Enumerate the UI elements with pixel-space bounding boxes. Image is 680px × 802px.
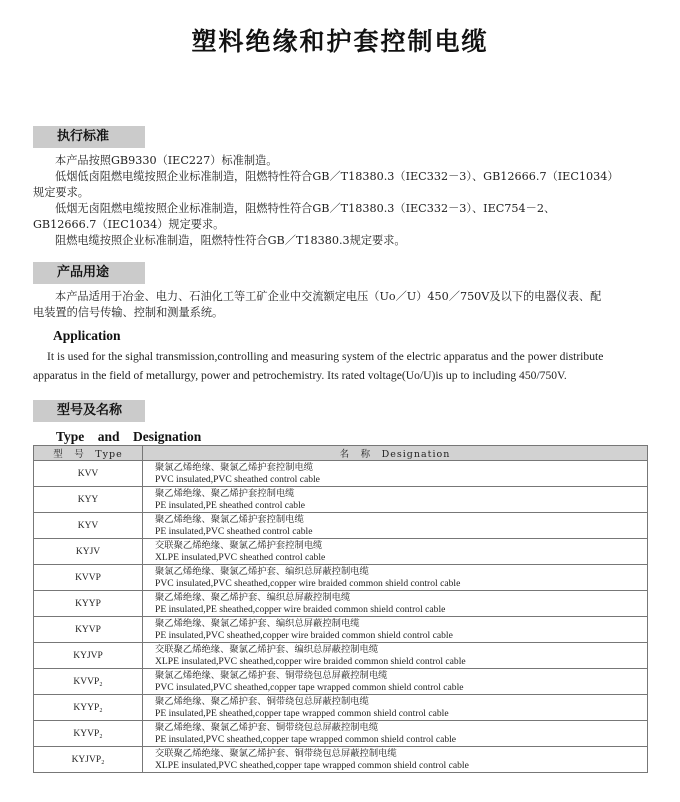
header-model: 型 号 Type <box>34 446 143 461</box>
designation-cn: 交联聚乙烯绝缘、聚氯乙烯护套控制电缆 <box>155 539 323 551</box>
designation-en: PE insulated,PE sheathed,copper wire braided common shield control cable <box>155 603 446 615</box>
usage-line: 电装置的信号传输、控制和测量系统。 <box>33 306 224 319</box>
designation-cn: 聚乙烯绝缘、聚氯乙烯护套、铜带绕包总屏蔽控制电缆 <box>155 721 379 733</box>
designation-cell <box>143 695 648 721</box>
designation-cell <box>143 617 648 643</box>
designation-cn: 聚乙烯绝缘、聚乙烯护套、编织总屏蔽控制电缆 <box>155 591 351 603</box>
application-heading: Application <box>53 328 121 343</box>
model-code: KYYP <box>34 591 143 617</box>
section-heading-usage: 产品用途 <box>33 262 145 284</box>
model-code: KYJVP₂ <box>34 747 143 773</box>
table-row <box>34 643 648 669</box>
designation-cell <box>143 565 648 591</box>
designation-cell <box>143 591 648 617</box>
page-title: 塑料绝缘和护套控制电缆 <box>191 27 489 56</box>
model-code: KVV <box>34 461 143 487</box>
standard-line: 规定要求。 <box>33 186 89 199</box>
designation-cell <box>143 669 648 695</box>
designation-en: XLPE insulated,PVC sheathed,copper wire braided common shield control cable <box>155 655 466 667</box>
designation-cn: 聚氯乙烯绝缘、聚氯乙烯护套、编织总屏蔽控制电缆 <box>155 565 369 577</box>
designation-cn: 聚乙烯绝缘、聚乙烯护套控制电缆 <box>155 487 295 499</box>
model-code: KYVP₂ <box>34 721 143 747</box>
designation-cn: 交联聚乙烯绝缘、聚氯乙烯护套、编织总屏蔽控制电缆 <box>155 643 379 655</box>
standard-line: 阻燃电缆按照企业标准制造，阻燃特性符合GB／T18380.3规定要求。 <box>55 234 406 247</box>
designation-en: XLPE insulated,PVC sheathed control cable <box>155 551 326 563</box>
application-line: apparatus in the field of metallurgy, power and petrochemistry. Its rated voltage(Uo/U)is up to including 450/750V. <box>33 369 567 382</box>
table-row <box>34 513 648 539</box>
header-designation: 名 称 Designation <box>143 446 648 461</box>
usage-text <box>33 289 653 321</box>
designation-cn: 聚氯乙烯绝缘、聚氯乙烯护套、铜带绕包总屏蔽控制电缆 <box>155 669 388 681</box>
designation-cn: 聚乙烯绝缘、聚氯乙烯护套控制电缆 <box>155 513 304 525</box>
designation-en: PE insulated,PVC sheathed,copper tape wrapped common shield control cable <box>155 733 457 745</box>
designation-cn: 聚乙烯绝缘、聚乙烯护套、铜带绕包总屏蔽控制电缆 <box>155 695 369 707</box>
standard-line: 低烟无卤阻燃电缆按照企业标准制造，阻燃特性符合GB／T18380.3（IEC332－3）、IEC754－2、 <box>55 202 556 215</box>
designation-cn: 聚氯乙烯绝缘、聚氯乙烯护套控制电缆 <box>155 461 314 473</box>
table-row <box>34 591 648 617</box>
models-subheading: Type and Designation <box>56 429 202 444</box>
designation-en: PE insulated,PE sheathed,copper tape wrapped common shield control cable <box>155 707 449 719</box>
standard-line: GB12666.7（IEC1034）规定要求。 <box>33 218 225 231</box>
table-row <box>34 617 648 643</box>
designation-cn: 聚乙烯绝缘、聚氯乙烯护套、编织总屏蔽控制电缆 <box>155 617 360 629</box>
designation-en: PVC insulated,PVC sheathed,copper tape wrapped common shield control cable <box>155 681 464 693</box>
model-code: KYJV <box>34 539 143 565</box>
designation-cell <box>143 487 648 513</box>
designation-cn: 交联聚乙烯绝缘、聚氯乙烯护套、铜带绕包总屏蔽控制电缆 <box>155 747 397 759</box>
section-heading-standard: 执行标准 <box>33 126 145 148</box>
model-code: KVVP <box>34 565 143 591</box>
section-heading-models: 型号及名称 <box>33 400 145 422</box>
model-code: KYJVP <box>34 643 143 669</box>
application-line: It is used for the sighal transmission,controlling and measuring system of the electric apparatus and the power distribute <box>47 350 604 363</box>
table-header-row <box>34 446 648 461</box>
designation-en: PVC insulated,PVC sheathed,copper wire braided common shield control cable <box>155 577 461 589</box>
designation-cell <box>143 643 648 669</box>
standard-line: 本产品按照GB9330（IEC227）标准制造。 <box>55 154 278 167</box>
standard-line: 低烟低卤阻燃电缆按照企业标准制造，阻燃特性符合GB／T18380.3（IEC332－3）、GB12666.7（IEC1034） <box>55 170 619 183</box>
designation-en: PE insulated,PVC sheathed control cable <box>155 525 313 537</box>
model-code: KYVP <box>34 617 143 643</box>
designation-cell <box>143 721 648 747</box>
table-row <box>34 669 648 695</box>
table-row <box>34 747 648 773</box>
table-row <box>34 695 648 721</box>
model-code: KYYP₂ <box>34 695 143 721</box>
designation-en: PE insulated,PE sheathed control cable <box>155 499 305 511</box>
table-row <box>34 487 648 513</box>
table-row <box>34 461 648 487</box>
table-row <box>34 539 648 565</box>
model-code: KVVP₂ <box>34 669 143 695</box>
designation-cell <box>143 513 648 539</box>
standard-text <box>33 153 653 249</box>
table-row <box>34 721 648 747</box>
designation-en: PE insulated,PVC sheathed,copper wire braided common shield control cable <box>155 629 453 641</box>
designation-en: PVC insulated,PVC sheathed control cable <box>155 473 320 485</box>
application-text <box>33 347 653 385</box>
usage-line: 本产品适用于冶金、电力、石油化工等工矿企业中交流额定电压（Uo／U）450／750V及以下的电器仪表、配 <box>55 290 602 303</box>
model-code: KYY <box>34 487 143 513</box>
designation-cell <box>143 461 648 487</box>
model-table <box>33 445 648 773</box>
model-code: KYV <box>34 513 143 539</box>
designation-cell <box>143 539 648 565</box>
table-row <box>34 565 648 591</box>
designation-cell <box>143 747 648 773</box>
designation-en: XLPE insulated,PVC sheathed,copper tape wrapped common shield control cable <box>155 759 469 771</box>
